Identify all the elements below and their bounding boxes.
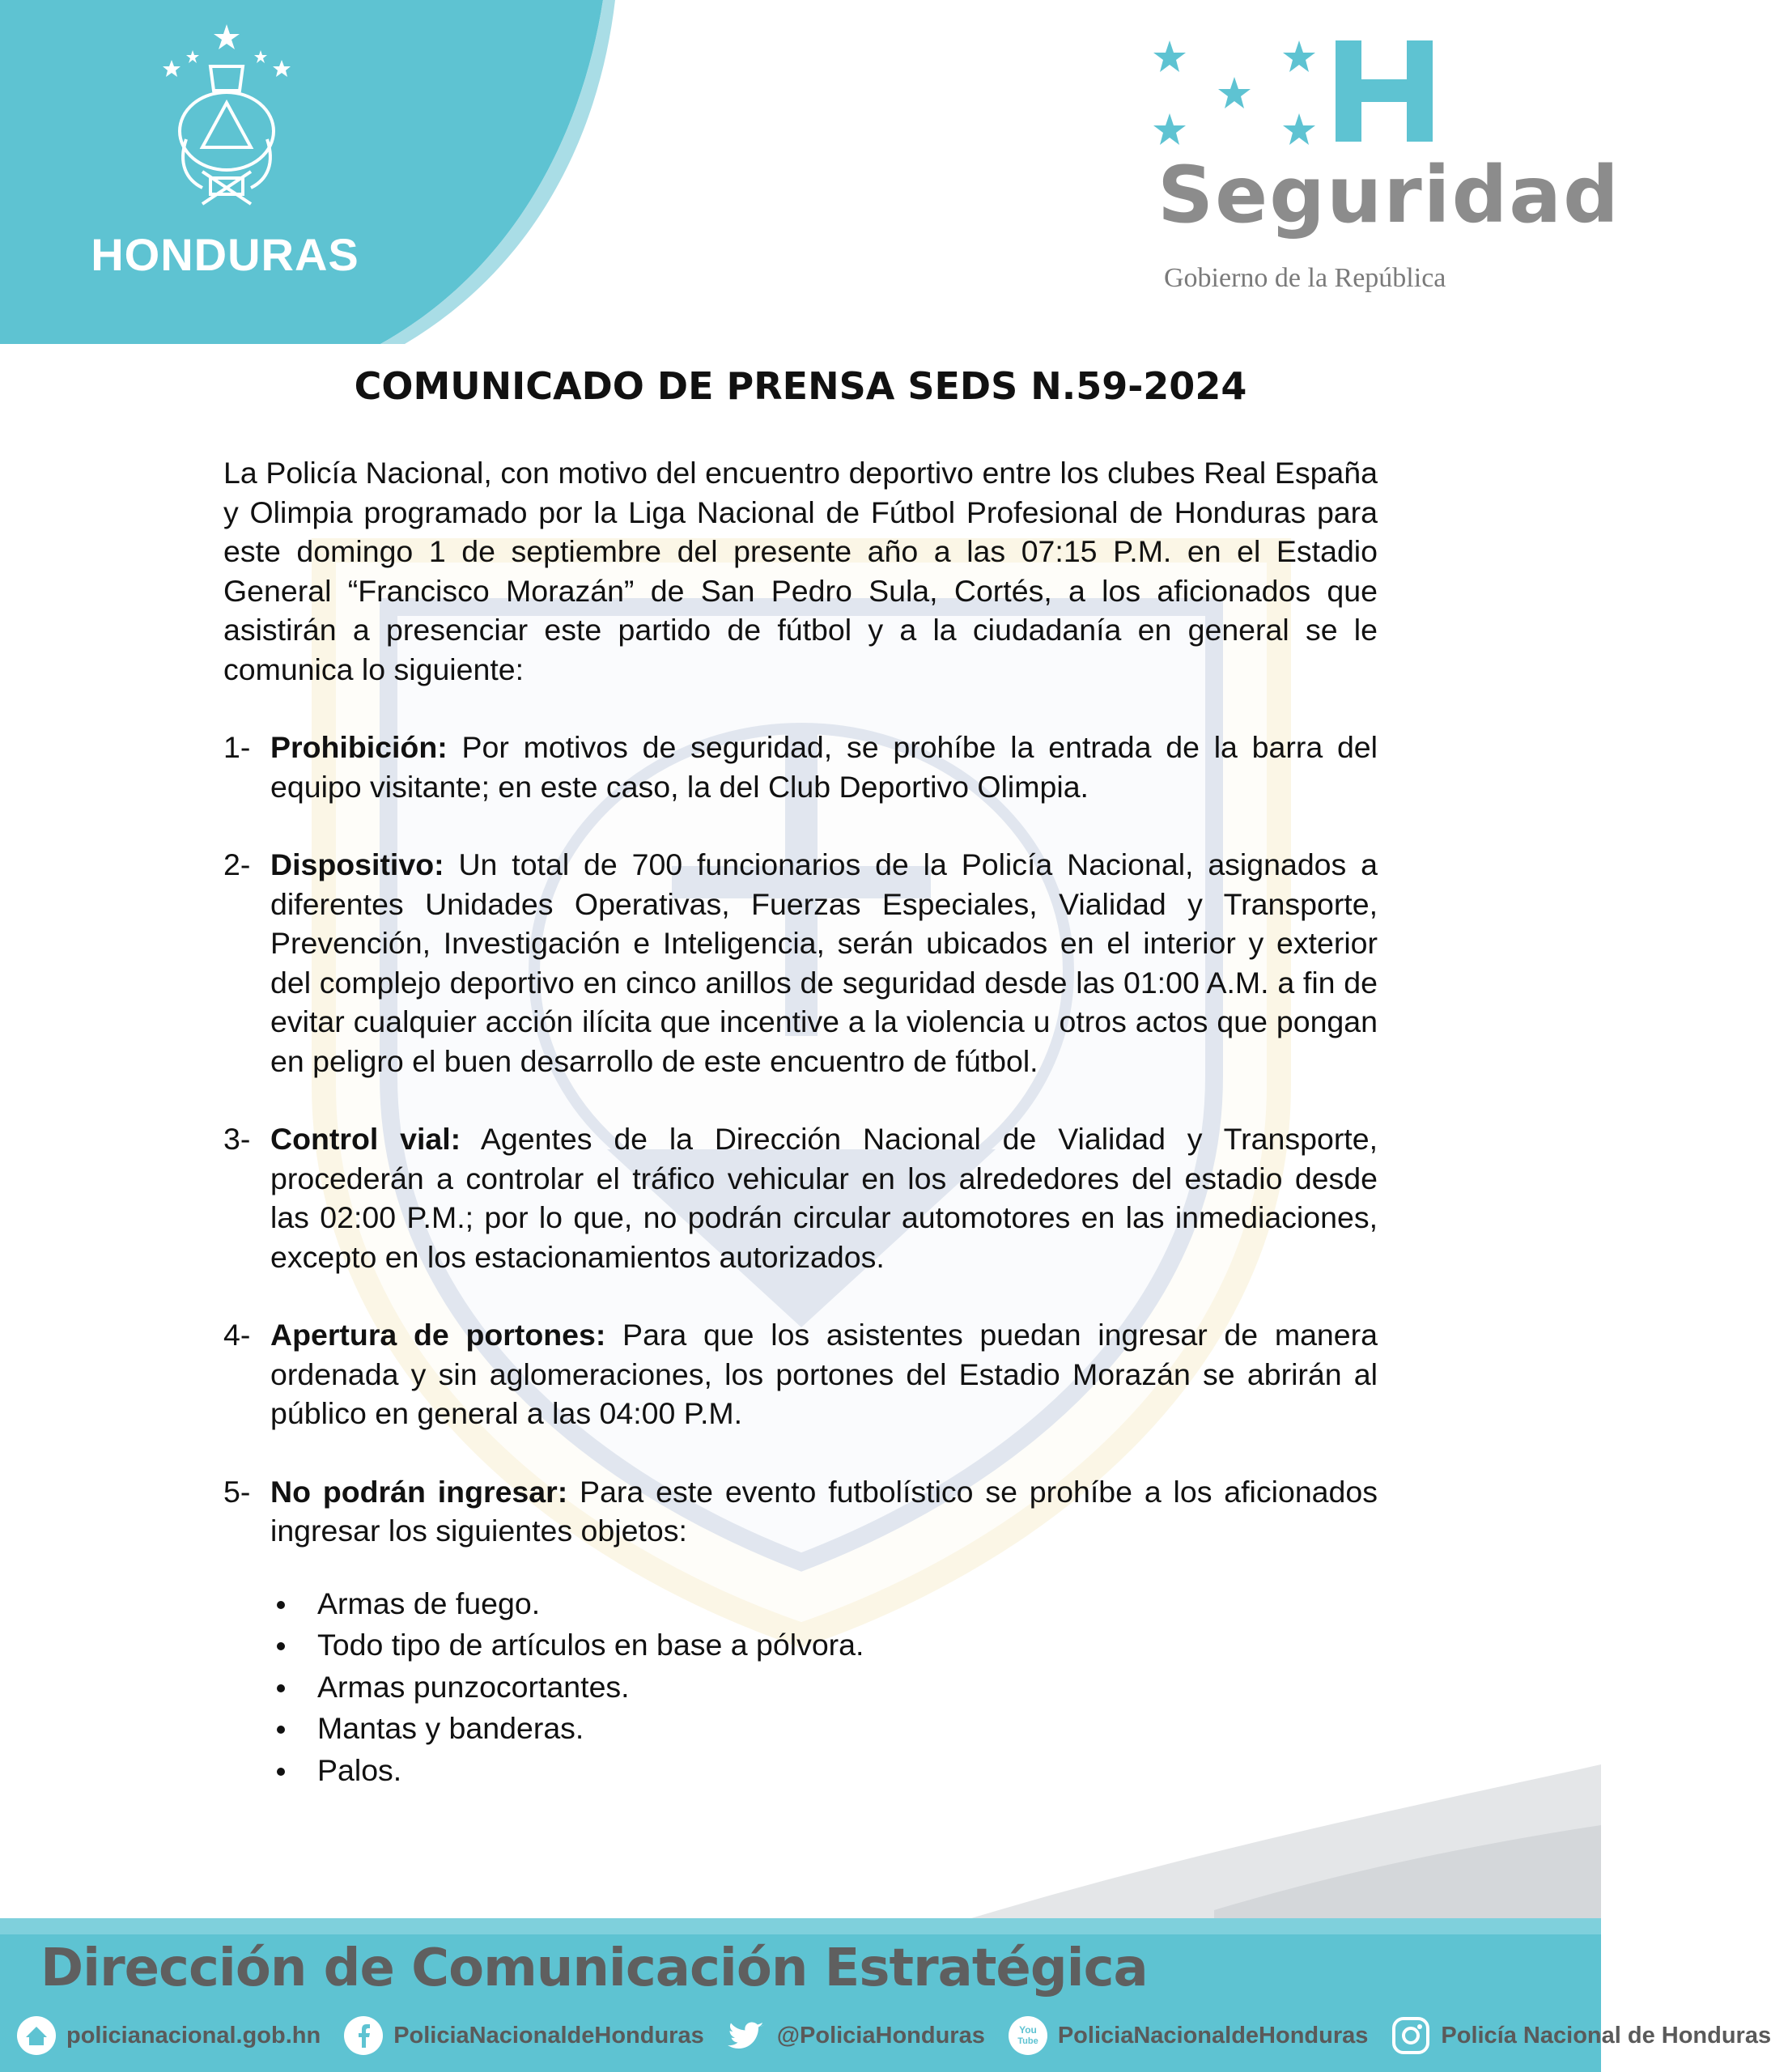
item-label: Control vial: (270, 1122, 461, 1156)
communique-body (223, 453, 1378, 1791)
bullet-item: Armas de fuego. (270, 1583, 1378, 1625)
list-item (223, 1119, 1378, 1276)
seguridad-logo-word: Seguridad (1157, 150, 1620, 240)
item-label: No podrán ingresar: (270, 1474, 568, 1509)
page-title: COMUNICADO DE PRENSA SEDS N.59-2024 (354, 364, 1247, 408)
bullet-item: Armas punzocortantes. (270, 1667, 1378, 1709)
seguridad-stars-icon (1153, 36, 1331, 150)
svg-text:Tube: Tube (1017, 2036, 1038, 2046)
youtube-icon (1008, 2015, 1048, 2056)
item-number: 2- (223, 847, 251, 881)
item-number: 1- (223, 730, 251, 764)
bullet-item: Todo tipo de artículos en base a pólvora. (270, 1624, 1378, 1667)
social-links-bar (16, 2011, 1771, 2060)
twitter-icon (727, 2015, 767, 2056)
item-number: 3- (223, 1122, 251, 1156)
item-label: Prohibición: (270, 730, 448, 764)
item-label: Apertura de portones: (270, 1318, 606, 1352)
web-icon (16, 2015, 57, 2056)
item-number: 4- (223, 1318, 251, 1352)
item-text: Para que los asistentes puedan ingresar de manera ordenada y sin aglomeraciones, los portones del Estadio Morazán se abrirán al público en general a las 04:00 P.M. (270, 1318, 1378, 1430)
seguridad-h-icon (1327, 40, 1441, 142)
social-link-text: policianacional.gob.hn (66, 2022, 321, 2049)
facebook-icon (343, 2015, 384, 2056)
item-label: Dispositivo: (270, 847, 444, 881)
social-link-text: PoliciaNacionaldeHonduras (393, 2022, 704, 2049)
svg-text:You: You (1018, 2024, 1037, 2036)
item-text: Para este evento futbolístico se prohíbe a los aficionados ingresar los siguientes objetos: (270, 1474, 1378, 1548)
honduras-label: HONDURAS (91, 229, 359, 280)
social-link-facebook[interactable] (343, 2015, 704, 2056)
social-link-youtube[interactable] (1008, 2015, 1369, 2056)
list-item (223, 728, 1378, 806)
item-number: 5- (223, 1474, 251, 1509)
intro-paragraph: La Policía Nacional, con motivo del encuentro deportivo entre los clubes Real España y Olimpia programado por la Liga Nacional de Fútbol Profesional de Honduras para este domingo 1 de septiembre del presente año a las 07:15 P.M. en el Estadio General “Francisco Morazán” de San Pedro Sula, Cortés, a los aficionados que asistirán a presenciar este partido de fútbol y a la ciudadanía en general se le comunica lo siguiente: (223, 456, 1378, 686)
social-link-twitter[interactable] (727, 2015, 985, 2056)
list-item (223, 845, 1378, 1081)
social-link-text: @PoliciaHonduras (776, 2022, 985, 2049)
social-link-text: PoliciaNacionaldeHonduras (1057, 2022, 1369, 2049)
list-item (223, 1472, 1378, 1551)
item-text: Un total de 700 funcionarios de la Policía Nacional, asignados a diferentes Unidades Operativas, Fuerzas Especiales, Vialidad y Transporte, Prevención, Investigación e Inteligencia, serán ubicados en el interior y exterior del complejo deportivo en cinco anillos de seguridad desde las 01:00 A.M. a fin de evitar cualquier acción ilícita que incentive a la violencia u otros actos que pongan en peligro el buen desarrollo de este encuentro de fútbol. (270, 847, 1378, 1078)
seguridad-logo-subtitle: Gobierno de la República (1164, 263, 1446, 293)
social-link-web[interactable] (16, 2015, 321, 2056)
honduras-coat-of-arms-icon (154, 18, 299, 212)
header-teal-band (0, 0, 615, 344)
bullet-item: Mantas y banderas. (270, 1708, 1378, 1750)
social-link-text: Policía Nacional de Honduras (1441, 2022, 1771, 2049)
footer-title: Dirección de Comunicación Estratégica (40, 1938, 1148, 1998)
item-text: Agentes de la Dirección Nacional de Vialidad y Transporte, procederán a controlar el tráfico vehicular en los alrededores del estadio desde las 02:00 P.M.; por lo que, no podrán circular automotores en las inmediaciones, excepto en los estacionamientos autorizados. (270, 1122, 1378, 1274)
bullet-item: Palos. (270, 1750, 1378, 1792)
instagram-icon (1391, 2015, 1431, 2056)
item-text: Por motivos de seguridad, se prohíbe la entrada de la barra del equipo visitante; en este caso, la del Club Deportivo Olimpia. (270, 730, 1378, 804)
list-item (223, 1315, 1378, 1433)
social-link-instagram[interactable] (1391, 2015, 1771, 2056)
